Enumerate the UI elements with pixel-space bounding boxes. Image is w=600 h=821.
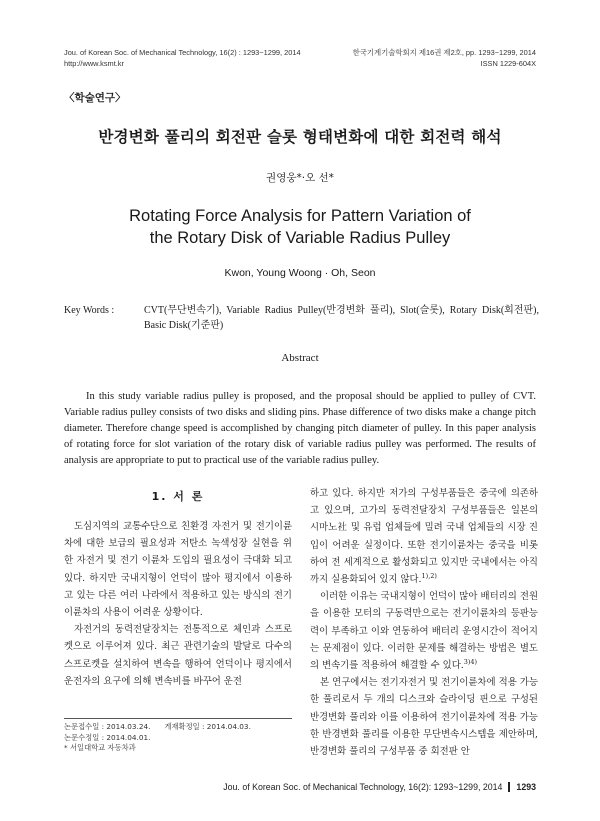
journal-citation-en: Jou. of Korean Soc. of Mechanical Technology, 16(2) : 1293~1299, 2014 [64, 48, 301, 57]
body-paragraph: 자전거의 동력전달장치는 전통적으로 체인과 스프로켓으로 이루어져 있다. 최근 관련기술의 발달로 다수의 스프로켓을 설치하여 변속을 행하여 언덕이나 평지에서 운전자의 요구에 의해 변속비를 바꾸어 운전 [64, 624, 292, 687]
journal-url: http://www.ksmt.kr [64, 58, 124, 68]
body-paragraph: 본 연구에서는 전기자전거 및 전기이륜차에 적용 가능한 풀리로서 두 개의 디스크와 슬라이딩 핀으로 구성된 반경변화 풀리와 이를 이용하여 전기이륜차에 적용 가능한 반경변화 풀리를 이용한 무단변속시스템을 제안하며, 반경변화 풀리의 구성부품 중 회전판 안 [310, 677, 538, 758]
keywords [64, 303, 539, 333]
accepted-date: 게재확정일 : 2014.04.03. [164, 722, 251, 731]
title-en-line-1: Rotating Force Analysis for Pattern Variation of [129, 207, 471, 225]
paper-title-english [0, 205, 600, 249]
revised-date: 논문수정일 : 2014.04.01. [64, 732, 151, 742]
running-header-left [64, 48, 301, 69]
paragraph-text: 이러한 이유는 국내지형이 언덕이 많아 배터리의 전원을 이용한 모터의 구동력만으로는 전기이륜차의 등판능력이 부족하고 이와 연동하여 배터리 운영시간이 적어지는 문제점이 있다. 이러한 문제를 해결하는 방법은 별도의 변속기를 적용하여 해결할 수 있다. [310, 591, 538, 672]
abstract-text: In this study variable radius pulley is proposed, and the proposal should be applied to pulley of CVT. Variable radius pulley consists of two disks and sliding pins. Phase difference of two disks make a change pitch diameter. Therefore change speed is accomplished by changing pitch diameter of pulley. In this paper analysis of rotating force for slot variation of the rotary disk of variable radius pulley was performed. The results of analysis are appropriate to put to practical use of the variable radius pulley. [64, 390, 536, 467]
body-paragraph [310, 588, 538, 674]
article-category: 〈학술연구〉 [64, 92, 126, 104]
received-date: 논문접수일 : 2014.03.24. [64, 722, 151, 731]
journal-citation-ko: 한국기계기술학회지 제16권 제2호, pp. 1293~1299, 2014 [352, 48, 536, 57]
author-affiliation: * 서일대학교 자동차과 [64, 743, 136, 752]
citation-ref: 1),2) [421, 571, 437, 580]
authors-korean: 권영웅*·오 선* [266, 172, 334, 184]
keywords-text: CVT(무단변속기), Variable Radius Pulley(반경변화 풀리), Slot(슬롯), Rotary Disk(회전판), Basic Disk(기준판) [144, 305, 539, 331]
section-heading-introduction: 1. 서 론 [151, 490, 205, 503]
body-column-right [310, 485, 538, 760]
footnote-dates [64, 722, 304, 733]
journal-issn: ISSN 1229-604X [480, 58, 536, 68]
keywords-label: Key Words : [64, 305, 115, 316]
running-header-right [353, 48, 536, 69]
body-paragraph: 도심지역의 교통수단으로 친환경 자전거 및 전기이륜차에 대한 보급의 필요성과 저탄소 녹색성장 실현을 위한 자전거 및 전기 이륜차 도입의 필요성이 극대화 되고 있다. 하지만 국내지형이 언덕이 많아 평지에서 이용하고 있는 다른 여러 나라에서 적용하고 있는 방식의 전기이륜차의 사용이 어려운 상황이다. [64, 521, 292, 619]
page-number: 1293 [516, 782, 536, 792]
body-column-left [64, 485, 292, 690]
paper-title-korean: 반경변화 풀리의 회전판 슬롯 형태변화에 대한 회전력 해석 [98, 128, 502, 146]
title-en-line-2: the Rotary Disk of Variable Radius Pulley [149, 229, 451, 247]
footnote-divider [64, 718, 292, 719]
running-footer [223, 782, 536, 792]
abstract-heading: Abstract [281, 352, 319, 364]
body-paragraph [310, 485, 538, 588]
footer-journal: Jou. of Korean Soc. of Mechanical Technology, 16(2): 1293~1299, 2014 [223, 782, 503, 792]
citation-ref: 3)4) [463, 657, 478, 666]
footnotes [64, 722, 304, 754]
paragraph-text: 하고 있다. 하지만 저가의 구성부품들은 중국에 의존하고 있으며, 고가의 동력전달장치 구성부품들은 일본의 시마노社 및 유럽 업체들에 밀려 국내 업체들의 시장 진입이 어려운 실정이다. 또한 전기이륜차는 중국을 비롯하여 전 세계적으로 활성화되고 있지만 국내에서는 아직까지 실용화되어 있지 않다. [310, 488, 538, 586]
footer-separator [508, 782, 510, 792]
authors-english: Kwon, Young Woong · Oh, Seon [224, 267, 376, 279]
